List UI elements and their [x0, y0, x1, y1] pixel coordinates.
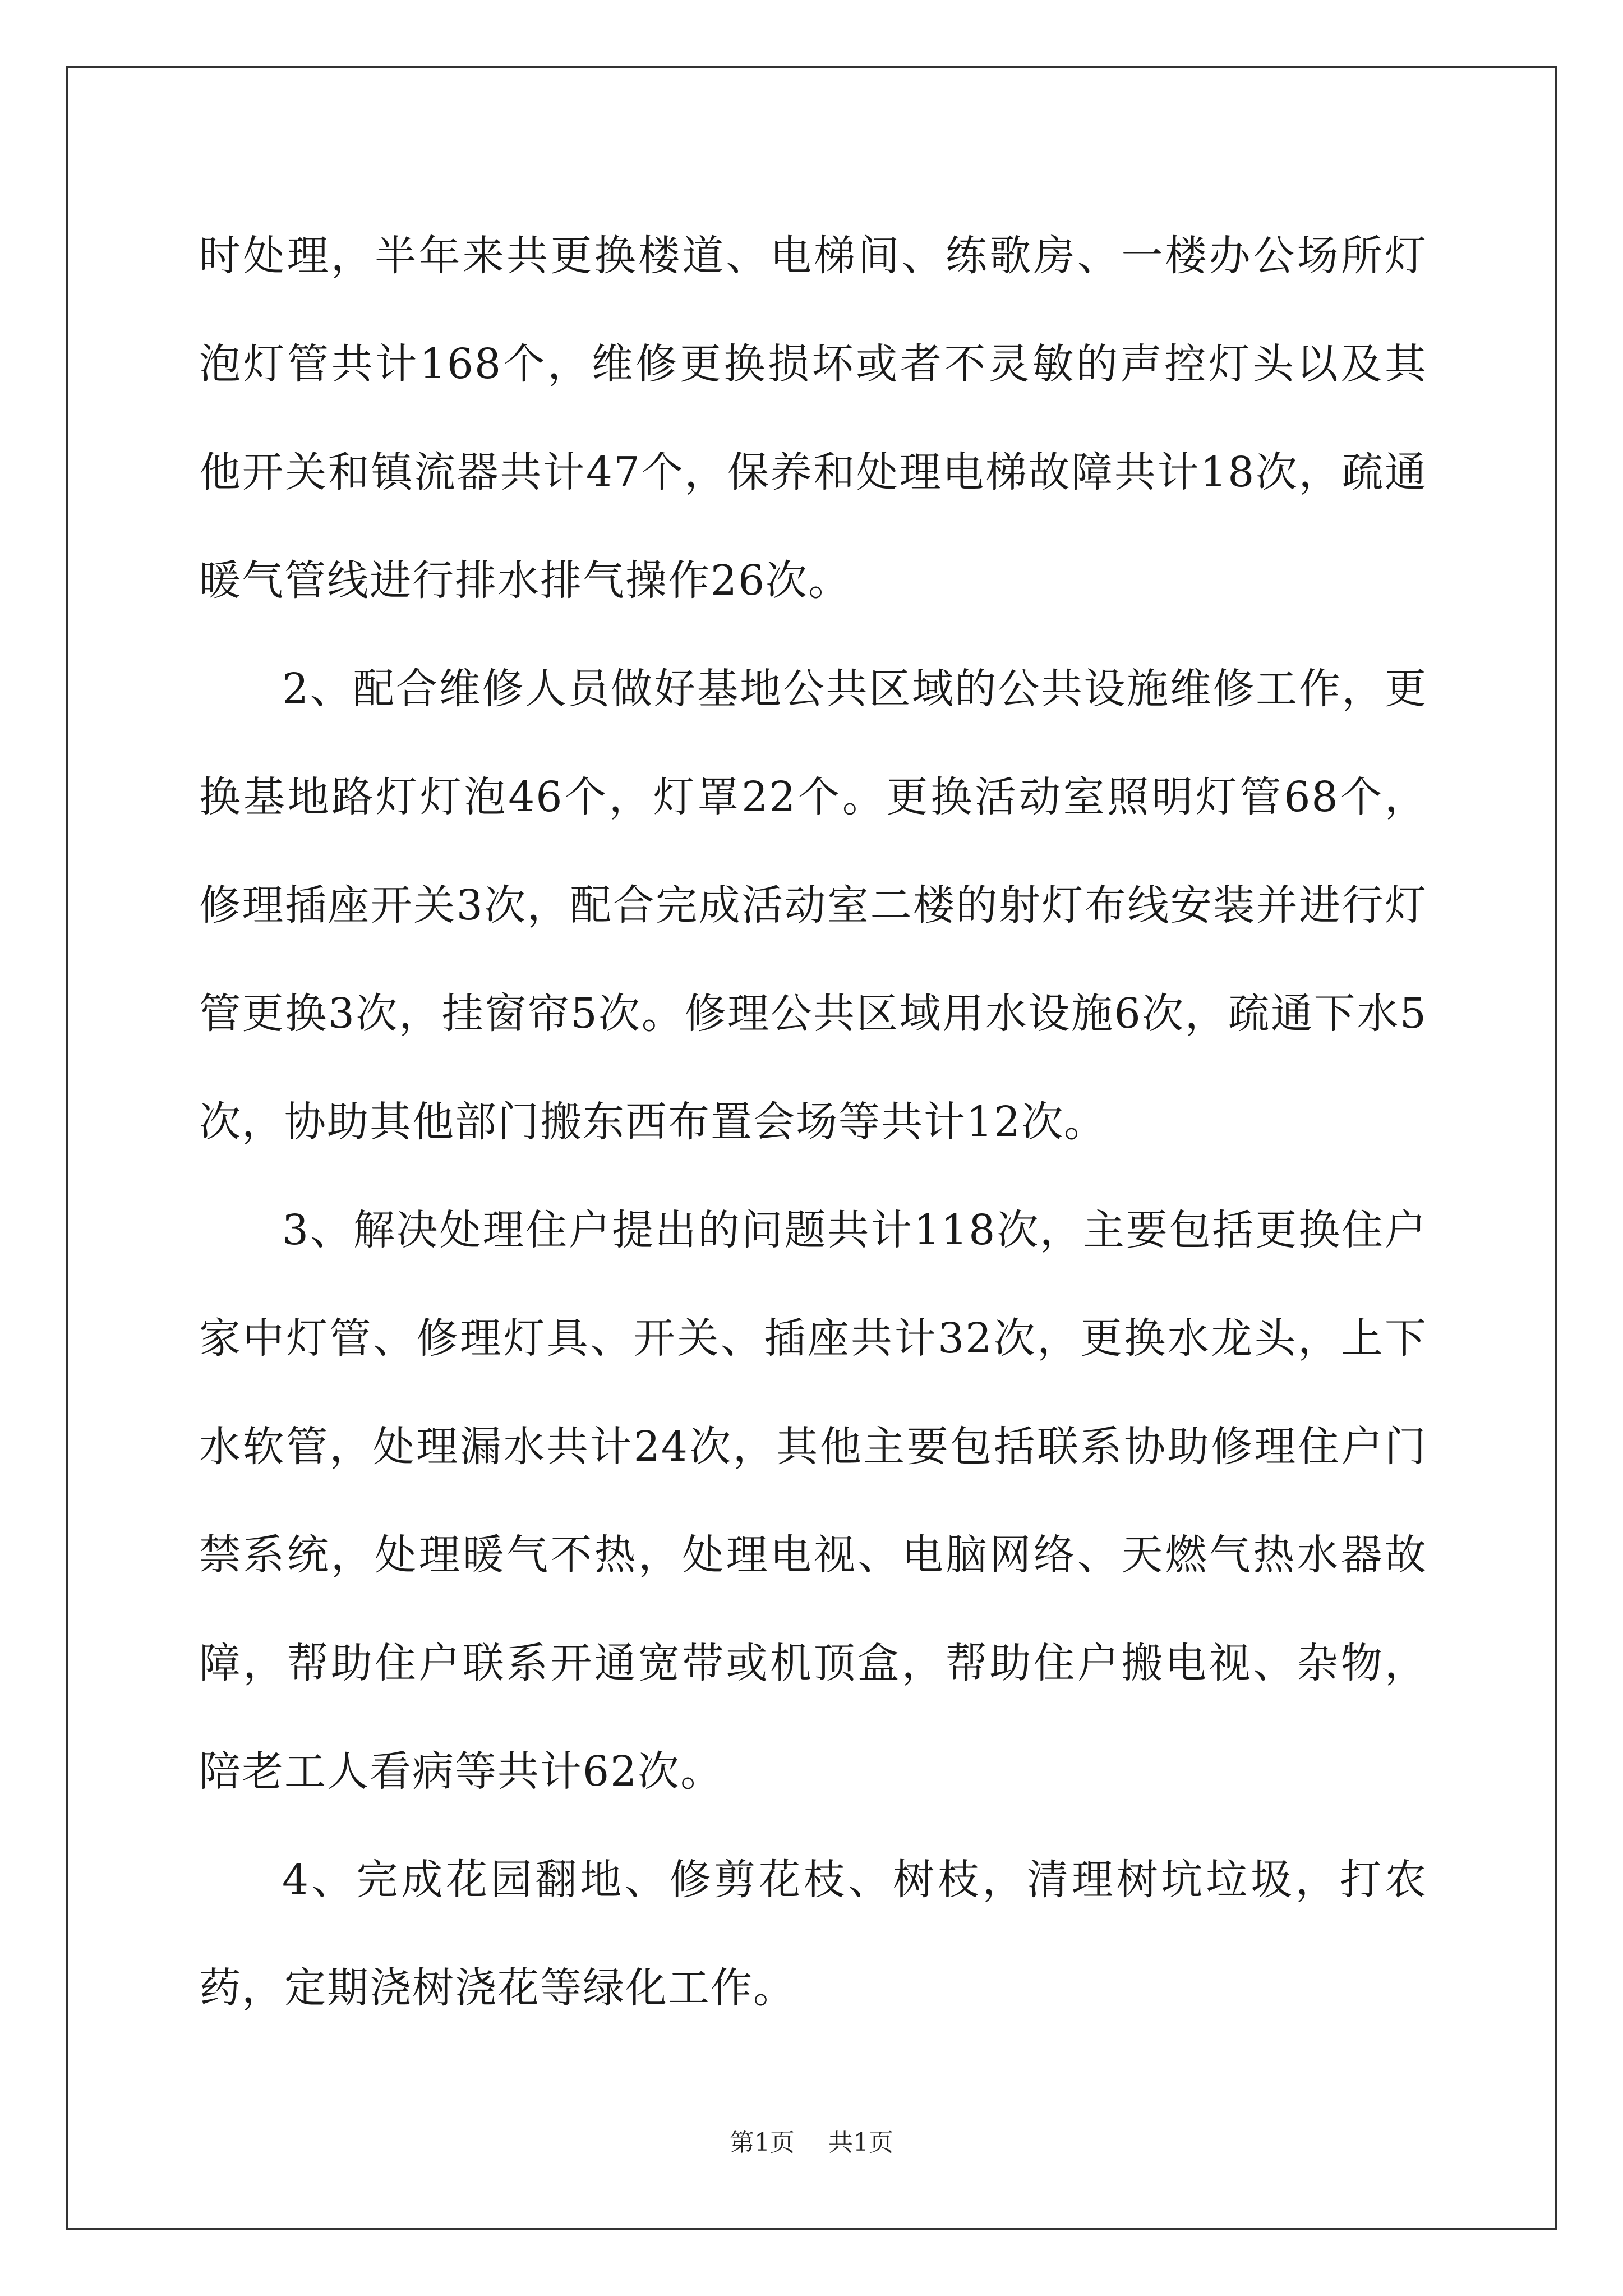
paragraph-item-4: 4、完成花园翻地、修剪花枝、树枝，清理树坑垃圾，打农药，定期浇树浇花等绿化工作。: [199, 1856, 1427, 2012]
page-footer: [0, 2126, 1623, 2160]
document-body: [199, 202, 1427, 2042]
paragraph-item-2: 2、配合维修人员做好基地公共区域的公共设施维修工作，更换基地路灯灯泡46个，灯罩22个。更换活动室照明灯管68个，修理插座开关3次，配合完成活动室二楼的射灯布线安装并进行灯管更换3次，挂窗帘5次。修理公共区域用水设施6次，疏通下水5次，协助其他部门搬东西布置会场等共计12次。: [199, 665, 1427, 1146]
paragraph-item-3: 3、解决处理住户提出的问题共计118次，主要包括更换住户家中灯管、修理灯具、开关、插座共计32次，更换水龙头，上下水软管，处理漏水共计24次，其他主要包括联系协助修理住户门禁系统，处理暖气不热，处理电视、电脑网络、天燃气热水器故障，帮助住户联系开通宽带或机顶盒，帮助住户搬电视、杂物，陪老工人看病等共计62次。: [199, 1206, 1427, 1796]
paragraph-continuation: 时处理，半年来共更换楼道、电梯间、练歌房、一楼办公场所灯泡灯管共计168个，维修更换损坏或者不灵敏的声控灯头以及其他开关和镇流器共计47个，保养和处理电梯故障共计18次，疏通暖气管线进行排水排气操作26次。: [199, 232, 1427, 605]
page-number-total: 共1页: [828, 2128, 893, 2157]
page-number-current: 第1页: [730, 2128, 795, 2157]
